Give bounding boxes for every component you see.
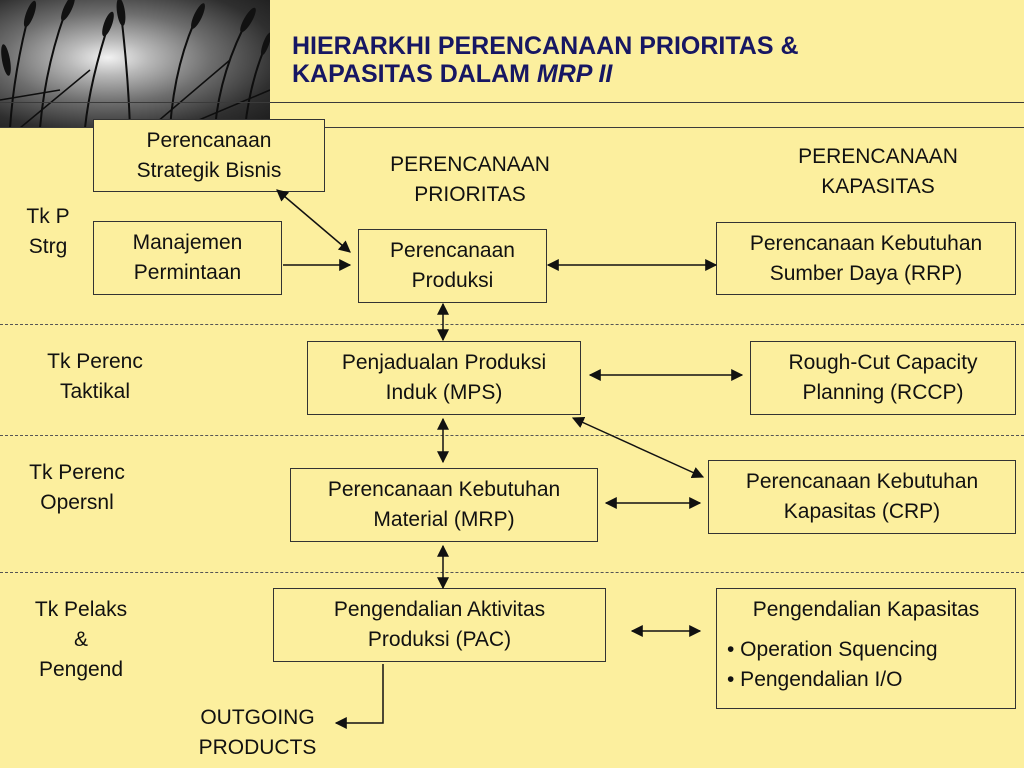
- box-rccp-line2: Planning (RCCP): [802, 381, 964, 404]
- level-tactical-line2: Taktikal: [59, 380, 131, 403]
- box-demand-management-line1: Manajemen: [132, 231, 243, 254]
- box-production-planning-line1: Perencanaan: [390, 239, 515, 262]
- outgoing-line1: OUTGOING: [200, 706, 315, 729]
- arrow-strategic-to-production: [277, 190, 350, 252]
- box-crp-line2: Kapasitas (CRP): [783, 500, 941, 523]
- box-crp-line1: Perencanaan Kebutuhan: [745, 470, 979, 493]
- box-pac-line1: Pengendalian Aktivitas: [333, 598, 546, 621]
- box-mps-line2: Induk (MPS): [385, 381, 503, 404]
- outgoing-line2: PRODUCTS: [198, 736, 317, 759]
- level-strategic-line1: Tk P: [26, 205, 70, 228]
- box-pac-line2: Produksi (PAC): [367, 628, 512, 651]
- heading-kapasitas-line2: KAPASITAS: [821, 175, 935, 198]
- level-operational-line2: Opersnl: [40, 491, 114, 514]
- arrow-pac-to-outgoing: [336, 664, 383, 723]
- title-mrp-ii: MRP II: [536, 60, 613, 88]
- box-strategic-business-line2: Strategik Bisnis: [136, 158, 282, 182]
- box-mrp-line2: Material (MRP): [373, 508, 515, 531]
- box-mps-line1: Penjadualan Produksi: [341, 351, 547, 374]
- level-operational-line1: Tk Perenc: [29, 461, 125, 484]
- level-tactical-line1: Tk Perenc: [47, 350, 143, 373]
- level-strategic-line2: Strg: [28, 235, 68, 258]
- box-production-planning-line2: Produksi: [411, 269, 494, 292]
- capacity-control-item-operation-sequencing: • Operation Squencing: [727, 638, 938, 661]
- title-line-2-text: KAPASITAS DALAM: [292, 60, 530, 88]
- level-execution-line2: &: [73, 628, 88, 651]
- box-strategic-business-line1: Perencanaan: [146, 128, 272, 152]
- box-rrp-line2: Sumber Daya (RRP): [769, 261, 963, 285]
- title-line-1: HIERARKHI PERENCANAAN PRIORITAS &: [292, 32, 799, 60]
- heading-kapasitas-line1: PERENCANAAN: [798, 145, 958, 168]
- box-rccp-line1: Rough-Cut Capacity: [788, 351, 978, 374]
- box-mrp-line1: Perencanaan Kebutuhan: [327, 478, 561, 501]
- level-execution-line3: Pengend: [38, 658, 124, 681]
- heading-prioritas-line1: PERENCANAAN: [390, 153, 550, 176]
- level-execution-line1: Tk Pelaks: [34, 598, 128, 621]
- box-demand-management-line2: Permintaan: [133, 261, 242, 284]
- heading-prioritas-line2: PRIORITAS: [414, 183, 526, 206]
- box-rrp-line1: Perencanaan Kebutuhan: [749, 231, 983, 255]
- arrow-mps-crp: [573, 418, 703, 477]
- capacity-control-item-io-control: • Pengendalian I/O: [727, 668, 903, 691]
- box-capacity-control-title: Pengendalian Kapasitas: [752, 598, 980, 621]
